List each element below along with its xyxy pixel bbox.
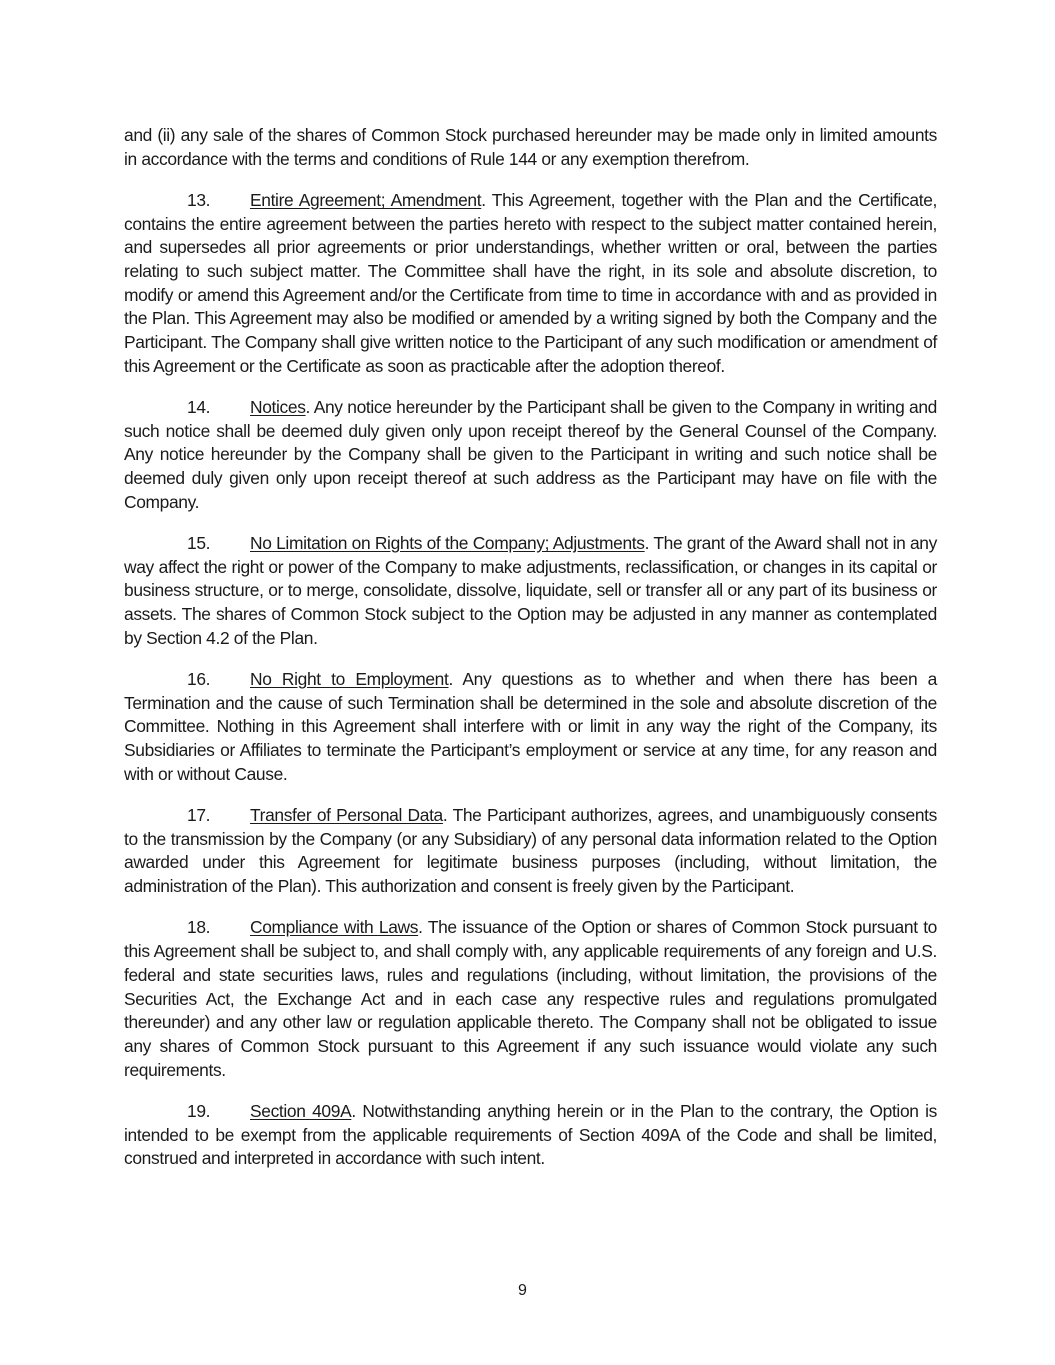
section-body: . The Participant authorizes, agrees, and unambiguously consents to the transmission by the Company (or any Subsidiary) of any personal data information related to the Option awarded under this Agreement for legitimate business purposes (including, without limitation, the administration of the Plan). This authorization and consent is freely given by the Participant. [124,805,937,897]
section-heading: No Right to Employment [250,669,449,690]
section-body: . Notwithstanding anything herein or in the Plan to the contrary, the Option is intended to be exempt from the applicable requirements of Section 409A of the Code and shall be limited, construed and interpreted in accordance with such intent. [124,1100,937,1169]
page-number: 9 [518,1282,527,1299]
section-heading: Transfer of Personal Data [250,805,443,826]
section-14 [124,396,937,515]
section-number: 16. [187,669,211,690]
section-number: 17. [187,805,211,826]
section-body: . The grant of the Award shall not in any way affect the right or power of the Company to make adjustments, reclassification, or changes in its capital or business structure, or to merge, consolidate, dissolve, liquidate, sell or transfer all or any part of its business or assets. The shares of Common Stock subject to the Option may be adjusted in any manner as contemplated by Section 4.2 of the Plan. [124,533,937,648]
section-body: . Any questions as to whether and when there has been a Termination and the cause of such Termination shall be determined in the sole and absolute discretion of the Committee. Nothing in this Agreement shall interfere with or limit in any way the right of the Company, its Subsidiaries or Affiliates to terminate the Participant’s employment or service at any time, for any reason and with or without Cause. [124,669,937,784]
section-17 [124,804,937,899]
section-16 [124,668,937,787]
section-body: . Any notice hereunder by the Participant shall be given to the Company in writing and such notice shall be deemed duly given only upon receipt thereof by the General Counsel of the Company. Any notice hereunder by the Company shall be given to the Participant in writing and such notice shall be deemed duly given only upon receipt thereof at such address as the Participant may have on file with the Company. [124,397,937,512]
section-19 [124,1100,937,1171]
section-heading: Section 409A [250,1100,352,1121]
section-15 [124,532,937,651]
section-number: 14. [187,397,211,418]
section-number: 18. [187,917,211,938]
section-number: 19. [187,1100,211,1121]
agreement-text [124,124,937,1188]
continuation-paragraph [124,124,937,171]
section-heading: Entire Agreement; Amendment [250,189,482,210]
section-heading: Compliance with Laws [250,917,419,938]
section-heading: Notices [250,397,306,418]
section-heading: No Limitation on Rights of the Company; Adjustments [250,533,645,554]
section-18 [124,916,937,1082]
section-13 [124,189,937,379]
section-number: 13. [187,189,211,210]
section-body: . The issuance of the Option or shares of Common Stock pursuant to this Agreement shall be subject to, and shall comply with, any applicable requirements of any foreign and U.S. federal and state securities laws, rules and regulations (including, without limitation, the provisions of the Securities Act, the Exchange Act and in each case any respective rules and regulations promulgated thereunder) and any other law or regulation applicable thereto. The Company shall not be obligated to issue any shares of Common Stock pursuant to this Agreement if any such issuance would violate any such requirements. [124,917,938,1080]
section-body: . This Agreement, together with the Plan and the Certificate, contains the entire agreement between the parties hereto with respect to the subject matter contained herein, and supersedes all prior agreements or prior understandings, whether written or oral, between the parties relating to such subject matter. The Committee shall have the right, in its sole and absolute discretion, to modify or amend this Agreement and/or the Certificate from time to time in accordance with and as provided in the Plan. This Agreement may also be modified or amended by a writing signed by both the Company and the Participant. The Company shall give written notice to the Participant of any such modification or amendment of this Agreement or the Certificate as soon as practicable after the adoption thereof. [124,189,937,376]
continuation-text: and (ii) any sale of the shares of Common Stock purchased hereunder may be made only in limited amounts in accordance with the terms and conditions of Rule 144 or any exemption therefrom. [124,125,937,169]
section-number: 15. [187,533,211,554]
